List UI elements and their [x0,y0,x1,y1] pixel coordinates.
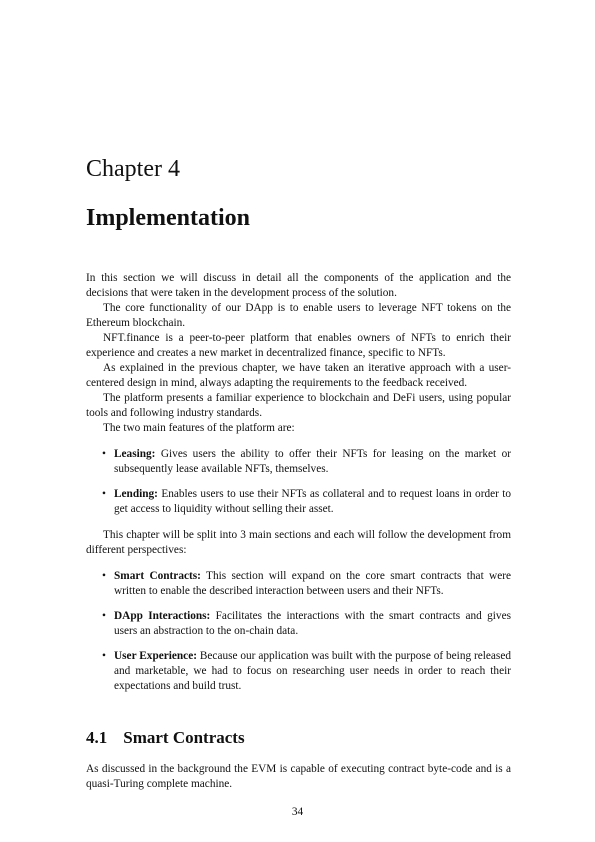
list-item-term: Smart Contracts: [114,570,201,582]
list-item-text: Gives users the ability to offer their NFTs for leasing on the market or subsequently lease available NFTs, themselves. [114,448,511,475]
list-item-text: Because our application was built with the purpose of being released and marketable, we had to focus on researching user needs in order to reach their expectations and build trust. [114,650,511,692]
list-item [102,609,511,639]
list-item [102,447,511,477]
chapter-body [86,271,511,705]
bullet-icon: • [102,650,106,662]
section-title: Smart Contracts [123,728,245,747]
bullet-icon: • [102,488,106,500]
intro-paragraph: As explained in the previous chapter, we have taken an iterative approach with a user-centered design in mind, always adapting the requirements to the feedback received. [86,362,511,389]
list-item-term: Leasing: [114,448,156,460]
intro-paragraph: The core functionality of our DApp is to enable users to leverage NFT tokens on the Ethereum blockchain. [86,302,511,329]
list-item-term: DApp Interactions: [114,610,211,622]
intro-paragraph: The two main features of the platform are: [103,422,295,434]
chapter-title: Implementation [86,205,250,231]
chapter-label: Chapter 4 [86,156,180,182]
list-item-term: Lending: [114,488,158,500]
section-paragraph: As discussed in the background the EVM is capable of executing contract byte-code and is a quasi-Turing complete machine. [86,763,511,790]
section-body [86,762,511,792]
bullet-icon: • [102,448,106,460]
list-item [102,487,512,517]
intro-paragraph: NFT.finance is a peer-to-peer platform that enables owners of NFTs to enrich their experience and creates a new market in decentralized finance, specific to NFTs. [86,332,511,359]
sections-list [86,569,511,694]
section-heading [86,728,245,748]
list-item-text: This section will expand on the core smart contracts that were written to enable the described interaction between users and their NFTs. [114,570,511,597]
list-item-term: User Experience: [114,650,197,662]
section-number: 4.1 [86,728,108,747]
intro-paragraph: In this section we will discuss in detail all the components of the application and the decisions that were taken in the development process of the solution. [86,272,511,299]
list-item [102,569,511,599]
page-number: 34 [291,806,304,818]
list-item [102,649,511,694]
features-list [86,447,511,517]
list-item-text: Facilitates the interactions with the smart contracts and gives users an abstraction to the on-chain data. [114,610,511,637]
bullet-icon: • [102,610,106,622]
intro-paragraph: The platform presents a familiar experience to blockchain and DeFi users, using popular tools and following industry standards. [86,392,511,419]
bullet-icon: • [102,570,106,582]
split-paragraph: This chapter will be split into 3 main sections and each will follow the development from different perspectives: [86,529,511,556]
list-item-text: Enables users to use their NFTs as collateral and to request loans in order to get access to liquidity without selling their asset. [114,488,512,515]
